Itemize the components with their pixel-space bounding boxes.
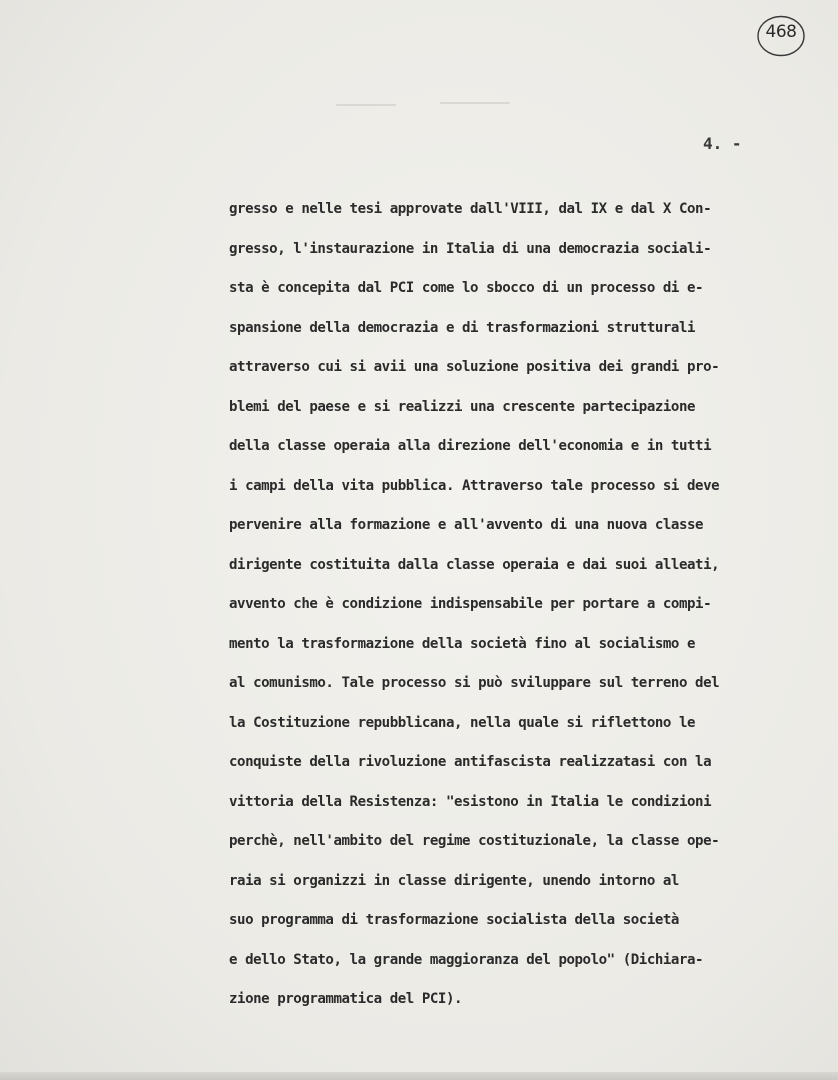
text-line: gresso, l'instaurazione in Italia di una democrazia sociali- xyxy=(229,240,712,257)
text-line: avvento che è condizione indispensabile per portare a compi- xyxy=(229,596,712,612)
page-number: 4. - xyxy=(703,134,742,153)
text-line: perchè, nell'ambito del regime costituzionale, la classe ope- xyxy=(229,833,720,849)
text-line: blemi del paese e si realizzi una crescente partecipazione xyxy=(229,398,696,415)
text-line: conquiste della rivoluzione antifascista realizzatasi con la xyxy=(229,754,712,770)
paper-smudge xyxy=(440,102,510,104)
text-line: vittoria della Resistenza: "esistono in Italia le condizioni xyxy=(229,793,712,810)
text-line: al comunismo. Tale processo si può sviluppare sul terreno del xyxy=(229,675,720,691)
text-line: i campi della vita pubblica. Attraverso tale processo si deve xyxy=(229,477,720,494)
text-line: zione programmatica del PCI). xyxy=(229,991,463,1007)
text-line: mento la trasformazione della società fino al socialismo e xyxy=(229,635,696,652)
text-line: spansione della democrazia e di trasformazioni strutturali xyxy=(229,319,696,336)
text-line: della classe operaia alla direzione dell'economia e in tutti xyxy=(229,438,712,454)
text-line: raia si organizzi in classe dirigente, unendo intorno al xyxy=(229,872,679,889)
text-line: suo programma di trasformazione socialista della società xyxy=(229,912,679,928)
typewritten-body-text xyxy=(229,190,834,1020)
text-line: attraverso cui si avii una soluzione positiva dei grandi pro- xyxy=(229,359,720,375)
text-line: sta è concepita dal PCI come lo sbocco di un processo di e- xyxy=(229,280,704,296)
text-line: gresso e nelle tesi approvate dall'VIII, dal IX e dal X Con- xyxy=(229,201,712,217)
paper-smudge xyxy=(336,104,396,106)
folio-number: 468 xyxy=(765,22,797,42)
text-line: pervenire alla formazione e all'avvento di una nuova classe xyxy=(229,517,704,533)
text-line: e dello Stato, la grande maggioranza del popolo" (Dichiara- xyxy=(229,951,704,968)
page-bottom-edge xyxy=(0,1072,838,1080)
text-line: dirigente costituita dalla classe operaia e dai suoi alleati, xyxy=(229,556,720,573)
text-line: la Costituzione repubblicana, nella quale si riflettono le xyxy=(229,714,696,731)
